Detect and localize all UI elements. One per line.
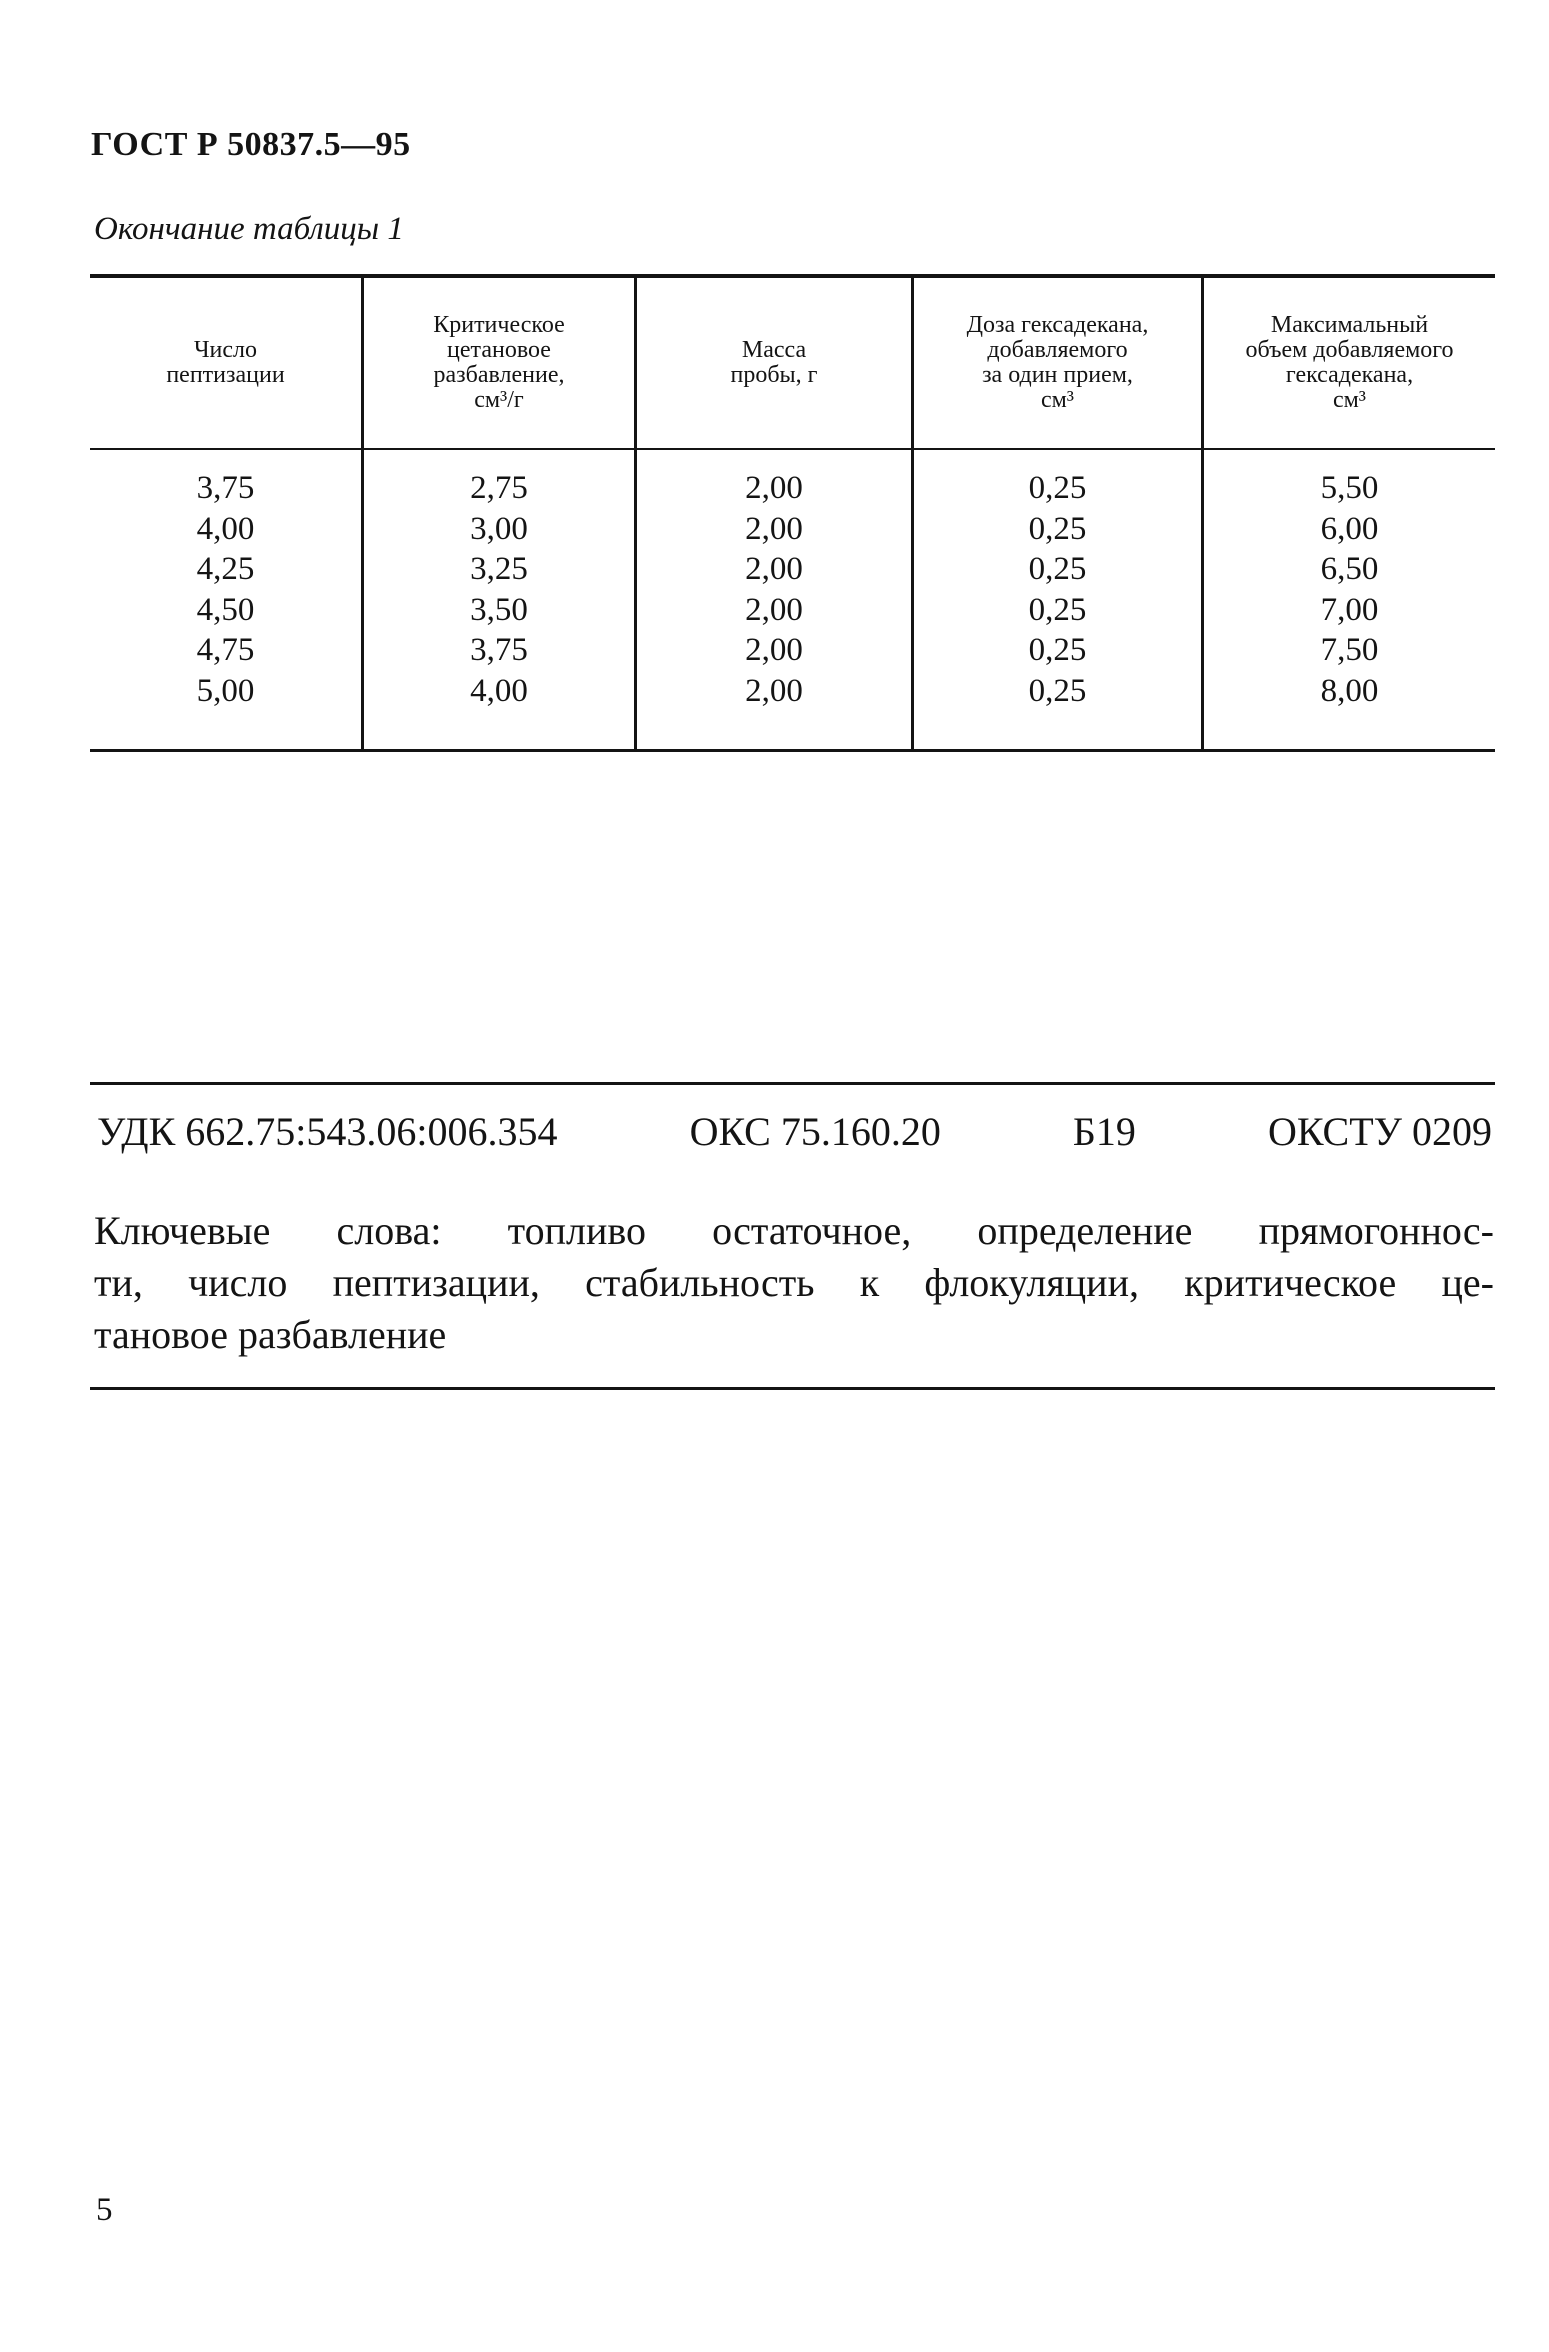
page-number: 5: [96, 2192, 113, 2228]
oks-code: ОКС 75.160.20: [689, 1109, 941, 1154]
table-cell: 6,00: [1320, 510, 1379, 547]
table-cell: 2,00: [745, 551, 803, 587]
table-cell: 8,00: [1320, 672, 1379, 709]
okstu-code: ОКСТУ 0209: [1267, 1109, 1492, 1154]
table-cell: 0,25: [1028, 470, 1087, 506]
table-cell: 3,50: [470, 591, 528, 628]
table-cell: 0,25: [1028, 672, 1087, 709]
classification-line: [97, 1108, 1492, 1155]
table-cell: 7,00: [1320, 591, 1379, 628]
table-cell: 0,25: [1028, 632, 1087, 668]
group-code: Б19: [1072, 1109, 1136, 1154]
table-cell: 4,00: [470, 672, 528, 709]
udk-code: УДК 662.75:543.06:006.354: [97, 1109, 558, 1154]
keywords-line: Ключевые слова: топливо остаточное, определение прямогоннос-: [94, 1208, 1494, 1253]
table-cell: 0,25: [1028, 591, 1087, 628]
table-cell: 2,00: [745, 672, 803, 709]
table-cell: 2,00: [745, 470, 803, 506]
keywords-line: тановое разбавление: [94, 1312, 447, 1357]
column-values-sample-mass: [637, 468, 911, 711]
keywords-paragraph: [94, 1205, 1494, 1361]
standard-code-header: ГОСТ Р 50837.5—95: [91, 126, 411, 163]
table-cell: 4,00: [196, 510, 255, 547]
table-cell: 7,50: [1320, 632, 1379, 668]
table-cell: 2,00: [745, 632, 803, 668]
keywords-bottom-rule: [90, 1387, 1495, 1390]
table-cell: 5,00: [196, 672, 255, 709]
table-cell: 0,25: [1028, 551, 1087, 587]
table-cell: 5,50: [1320, 470, 1379, 506]
column-header-max-hexadecane-volume: Максимальный объем добавляемого гексадекана, см³: [1245, 312, 1454, 413]
column-header-peptization-number: Число пептизации: [166, 337, 285, 388]
table-cell: 3,25: [470, 551, 528, 587]
table-cell: 0,25: [1028, 510, 1087, 547]
table-cell: 4,75: [196, 632, 255, 668]
column-header-hexadecane-dose: Доза гексадекана, добавляемого за один прием, см³: [966, 312, 1149, 413]
column-header-sample-mass: Масса пробы, г: [730, 337, 818, 388]
column-values-critical-cetane-dilution: [364, 468, 634, 711]
table-cell: 4,50: [196, 591, 255, 628]
data-table: [90, 274, 1495, 752]
table-cell: 3,75: [470, 632, 528, 668]
column-values-max-hexadecane-volume: [1204, 468, 1495, 711]
table-cell: 2,00: [745, 591, 803, 628]
table-cell: 4,25: [196, 551, 255, 587]
table-header-rule: [90, 448, 1495, 450]
column-header-critical-cetane-dilution: Критическое цетановое разбавление, см³/г: [433, 312, 565, 413]
table-cell: 2,00: [745, 510, 803, 547]
classification-top-rule: [90, 1082, 1495, 1085]
keywords-line: ти, число пептизации, стабильность к флокуляции, критическое це-: [94, 1260, 1494, 1305]
column-values-peptization-number: [90, 468, 361, 711]
table-cell: 6,50: [1320, 551, 1379, 587]
table-cell: 3,00: [470, 510, 528, 547]
table-cell: 2,75: [470, 470, 528, 506]
table-caption: Окончание таблицы 1: [94, 211, 404, 247]
table-cell: 3,75: [196, 470, 255, 506]
column-values-hexadecane-dose: [914, 468, 1201, 711]
